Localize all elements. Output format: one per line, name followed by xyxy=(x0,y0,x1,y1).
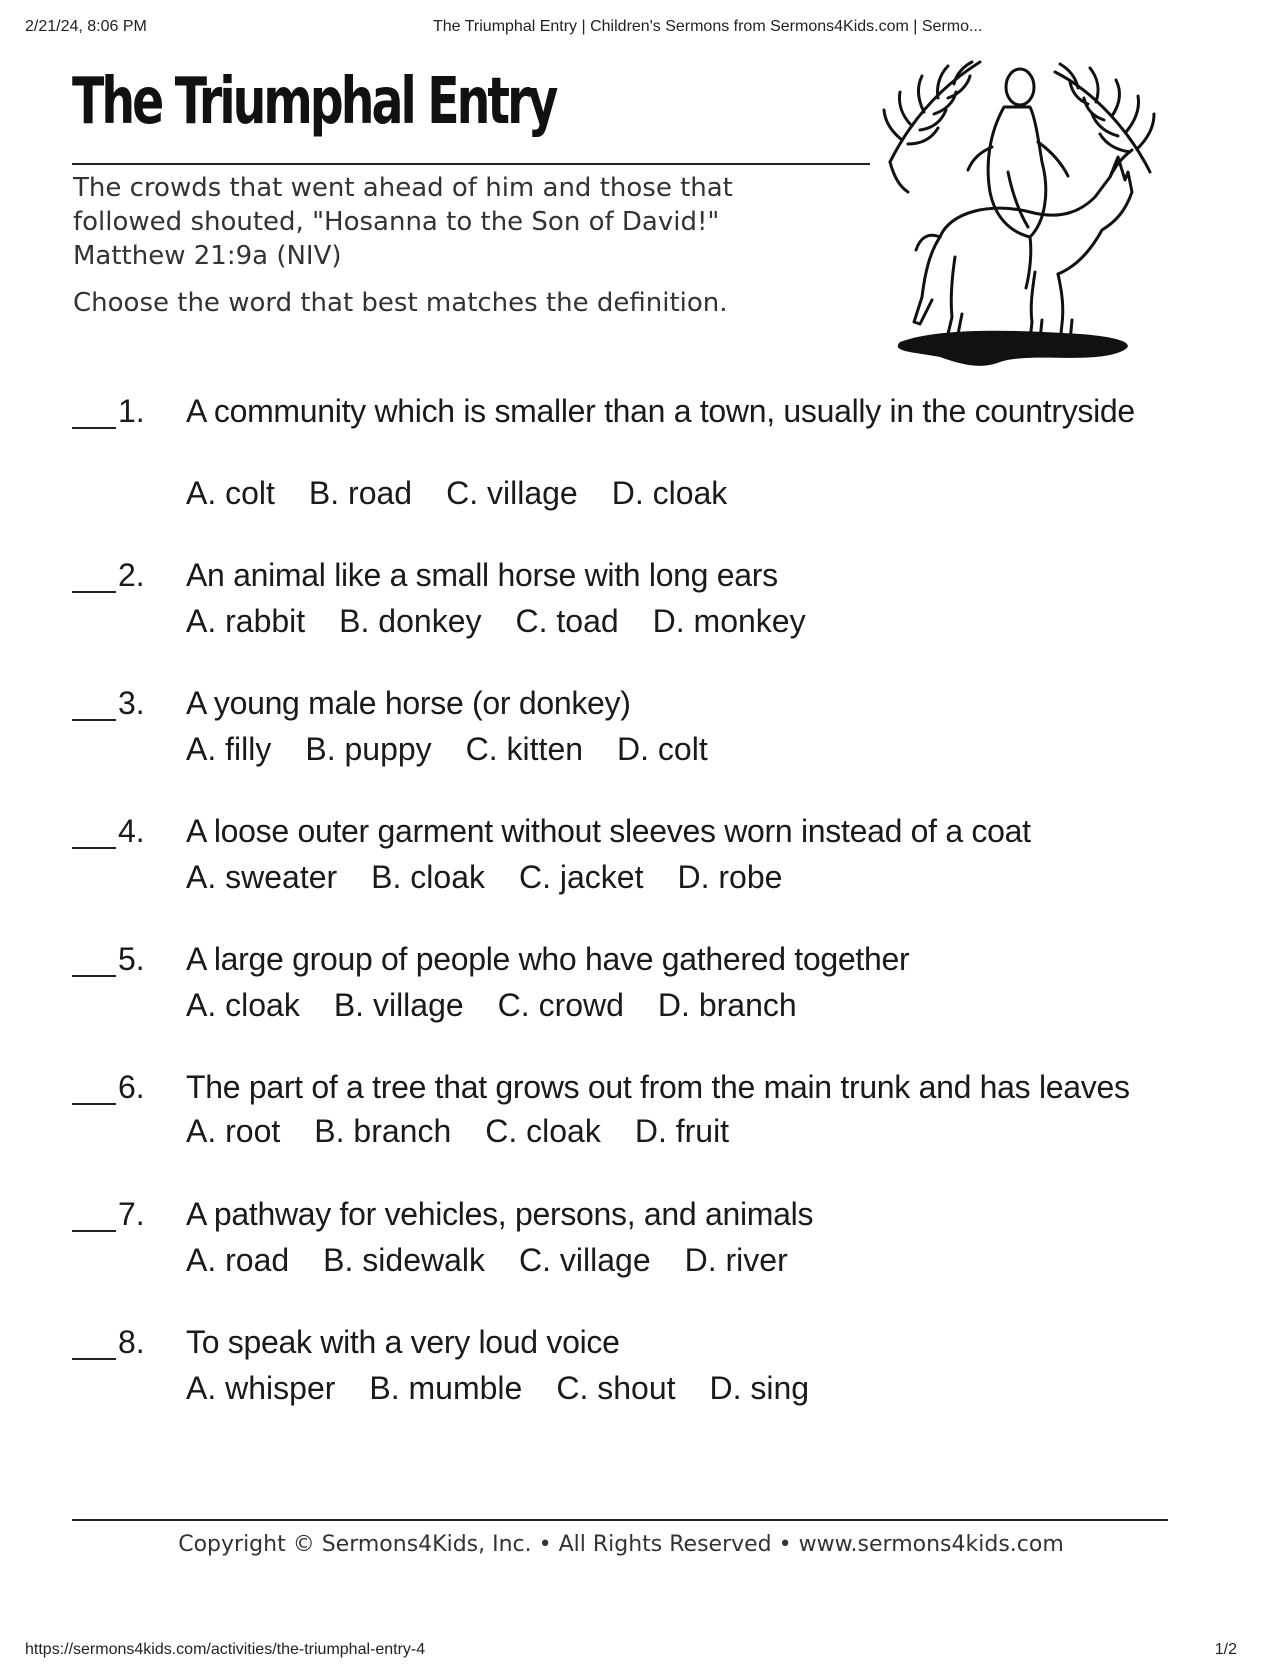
option-d: D. robe xyxy=(677,859,783,895)
option-a: A. root xyxy=(186,1113,281,1149)
illustration-drawing xyxy=(880,52,1165,367)
question-number: 3. xyxy=(118,685,145,721)
answer-blank[interactable] xyxy=(72,427,116,429)
right-palm-stem xyxy=(1055,72,1150,172)
option-d: D. sing xyxy=(709,1370,810,1406)
footer-divider xyxy=(72,1519,1168,1521)
option-c: C. jacket xyxy=(519,859,644,895)
option-a: A. colt xyxy=(186,475,275,511)
option-a: A. sweater xyxy=(186,859,338,895)
answer-options xyxy=(186,1112,763,1150)
bible-verse: The crowds that went ahead of him and those that followed shouted, "Hosanna to the Son of David!" Matthew 21:9a (NIV) xyxy=(73,173,733,271)
answer-options xyxy=(186,858,816,896)
option-a: A. rabbit xyxy=(186,603,306,639)
answer-options xyxy=(186,474,761,512)
question-number: 2. xyxy=(118,557,145,593)
question-definition: A young male horse (or donkey) xyxy=(186,685,631,721)
print-url: https://sermons4kids.com/activities/the-triumphal-entry-4 xyxy=(25,1641,426,1658)
donkey-body xyxy=(940,157,1132,274)
copyright-text: Copyright © Sermons4Kids, Inc. • All Rights Reserved • www.sermons4kids.com xyxy=(178,1532,1064,1557)
question-number: 1. xyxy=(118,393,145,429)
option-b: B. sidewalk xyxy=(323,1242,486,1278)
answer-blank[interactable] xyxy=(72,847,116,849)
option-b: B. road xyxy=(308,475,413,511)
jesus-on-donkey-illustration xyxy=(880,52,1165,367)
question-definition: To speak with a very loud voice xyxy=(186,1324,620,1360)
option-a: A. road xyxy=(186,1242,290,1278)
question-number: 8. xyxy=(118,1324,145,1360)
rider-robe xyxy=(988,107,1046,237)
option-d: D. monkey xyxy=(652,603,806,639)
ground-shadow xyxy=(898,331,1128,366)
option-d: D. cloak xyxy=(611,475,728,511)
answer-blank[interactable] xyxy=(72,719,116,721)
option-d: D. river xyxy=(684,1242,788,1278)
answer-blank[interactable] xyxy=(72,591,116,593)
answer-options xyxy=(186,1369,843,1407)
option-c: C. kitten xyxy=(465,731,584,767)
option-c: C. crowd xyxy=(497,987,624,1023)
option-c: C. village xyxy=(446,475,578,511)
option-a: A. filly xyxy=(186,731,272,767)
answer-options xyxy=(186,1241,822,1279)
option-d: D. colt xyxy=(617,731,708,767)
option-c: C. shout xyxy=(556,1370,676,1406)
option-b: B. village xyxy=(333,987,464,1023)
question-number: 5. xyxy=(118,941,145,977)
question-number: 6. xyxy=(118,1069,145,1105)
option-c: C. village xyxy=(519,1242,651,1278)
option-b: B. donkey xyxy=(339,603,482,639)
question-number: 4. xyxy=(118,813,145,849)
worksheet-instruction: Choose the word that best matches the definition. xyxy=(73,288,728,318)
answer-blank[interactable] xyxy=(72,1230,116,1232)
question-definition: An animal like a small horse with long ears xyxy=(186,557,778,593)
copyright-notice xyxy=(0,1532,1262,1557)
option-b: B. puppy xyxy=(305,731,432,767)
option-c: C. toad xyxy=(515,603,619,639)
question-definition: A pathway for vehicles, persons, and animals xyxy=(186,1196,814,1232)
print-page-title: The Triumphal Entry | Children's Sermons from Sermons4Kids.com | Sermo... xyxy=(433,18,983,35)
option-b: B. cloak xyxy=(371,859,485,895)
print-header xyxy=(25,18,1237,40)
option-c: C. cloak xyxy=(485,1113,601,1149)
option-b: B. branch xyxy=(314,1113,452,1149)
question-definition: The part of a tree that grows out from the main trunk and has leaves xyxy=(186,1069,1130,1105)
option-d: D. fruit xyxy=(634,1113,730,1149)
option-d: D. branch xyxy=(657,987,797,1023)
question-definition: A loose outer garment without sleeves worn instead of a coat xyxy=(186,813,1031,849)
answer-blank[interactable] xyxy=(72,1103,116,1105)
option-b: B. mumble xyxy=(369,1370,523,1406)
print-page-number: 1/2 xyxy=(1214,1641,1237,1658)
question-definition: A community which is smaller than a town, usually in the countryside xyxy=(186,393,1135,429)
answer-options xyxy=(186,602,840,640)
question-definition: A large group of people who have gathered together xyxy=(186,941,910,977)
answer-options xyxy=(186,986,831,1024)
worksheet-title: The Triumphal Entry xyxy=(72,65,556,139)
answer-options xyxy=(186,730,742,768)
question-number: 7. xyxy=(118,1196,145,1232)
answer-blank[interactable] xyxy=(72,1358,116,1360)
print-date: 2/21/24, 8:06 PM xyxy=(25,18,147,35)
answer-blank[interactable] xyxy=(72,975,116,977)
option-a: A. cloak xyxy=(186,987,300,1023)
title-divider xyxy=(72,163,870,165)
option-a: A. whisper xyxy=(186,1370,336,1406)
